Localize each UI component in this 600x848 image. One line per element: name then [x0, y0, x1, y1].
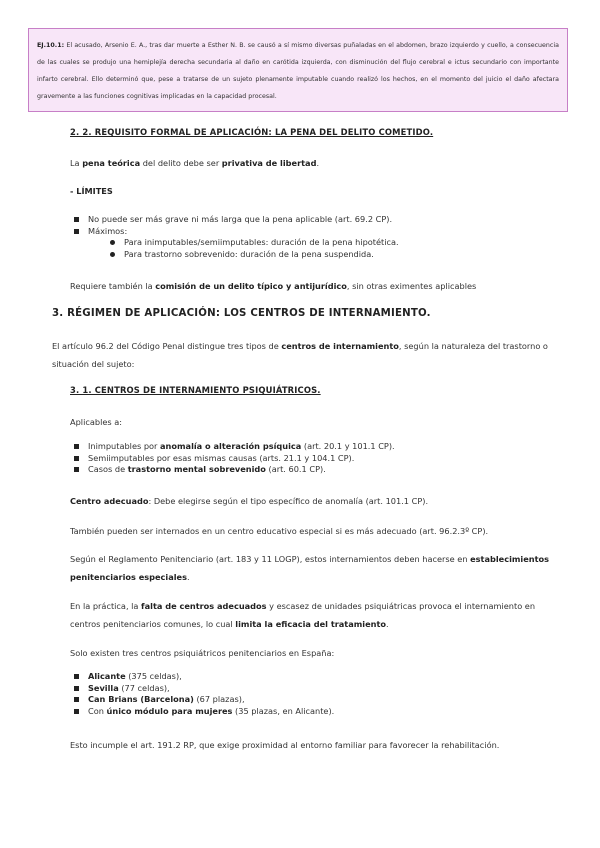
- text: El artículo 96.2 del Código Penal distingue tres tipos de: [52, 341, 282, 351]
- maximos-list: [88, 237, 550, 260]
- centros-list: [70, 671, 550, 717]
- list-item: [106, 237, 550, 249]
- text: Semiimputables por esas mismas causas (arts. 21.1 y 104.1 CP).: [88, 452, 355, 463]
- list-item: [70, 694, 550, 706]
- bold-text: Centro adecuado: [70, 496, 149, 506]
- centro-adecuado-paragraph: [70, 492, 550, 510]
- text: .: [186, 572, 190, 582]
- bold-text: único módulo para mujeres: [106, 705, 233, 716]
- example-label: EJ.10.1:: [37, 42, 65, 49]
- text: Con: [88, 705, 107, 716]
- articulo-96-paragraph: [52, 337, 552, 373]
- limites-list: [70, 214, 550, 260]
- list-item: [70, 226, 550, 261]
- bold-text: Alicante: [88, 671, 126, 681]
- bold-text: pena teórica: [82, 158, 141, 168]
- solo-existen-paragraph: Solo existen tres centros psiquiátricos penitenciarios en España:: [70, 648, 335, 658]
- text: , sin otras eximentes aplicables: [346, 281, 477, 291]
- text: (35 plazas, en Alicante).: [232, 705, 335, 716]
- bold-text: establecimientos penitenciarios especiales: [70, 554, 550, 582]
- text: (375 celdas),: [125, 671, 182, 681]
- text: , según la naturaleza del trastorno o situación del sujeto:: [52, 341, 548, 369]
- bold-text: Sevilla: [88, 682, 119, 693]
- bold-text: Can Brians (Barcelona): [88, 694, 194, 704]
- section-2-2-heading: 2. 2. REQUISITO FORMAL DE APLICACIÓN: LA PENA DEL DELITO COMETIDO.: [70, 127, 434, 137]
- list-item-text: Máximos:: [88, 225, 128, 236]
- text: : Debe elegirse según el tipo específico de anomalía (art. 101.1 CP).: [148, 496, 429, 506]
- limites-label: - LÍMITES: [70, 186, 113, 196]
- bold-text: anomalía o alteración psíquica: [160, 441, 302, 451]
- centro-educativo-paragraph: También pueden ser internados en un centro educativo especial si es más adecuado (art. 96.2.3º CP).: [70, 526, 489, 536]
- list-item: [70, 683, 550, 695]
- section-3-1-heading: 3. 1. CENTROS DE INTERNAMIENTO PSIQUIÁTRICOS.: [70, 385, 321, 395]
- list-item-text: Para trastorno sobrevenido: duración de la pena suspendida.: [124, 248, 374, 259]
- reglamento-paragraph: [70, 550, 550, 586]
- bold-text: centros de internamiento: [281, 341, 399, 351]
- text: Inimputables por: [88, 441, 161, 451]
- text: .: [386, 619, 389, 629]
- list-item: [70, 441, 550, 453]
- requiere-paragraph: [70, 277, 550, 295]
- pena-teorica-paragraph: [70, 154, 550, 172]
- text: Requiere también la: [70, 281, 156, 291]
- bold-text: trastorno mental sobrevenido: [127, 464, 266, 474]
- final-paragraph: Esto incumple el art. 191.2 RP, que exige proximidad al entorno familiar para favorecer la rehabilitación.: [70, 740, 500, 750]
- list-item-text: No puede ser más grave ni más larga que la pena aplicable (art. 69.2 CP).: [88, 214, 393, 224]
- aplicables-label: Aplicables a:: [70, 417, 123, 427]
- list-item: [106, 249, 550, 261]
- list-item-text: Para inimputables/semiimputables: duración de la pena hipotética.: [124, 237, 399, 247]
- text: y escasez de unidades psiquiátricas provoca el internamiento en centros penitenciarios comunes, lo cual: [70, 601, 536, 629]
- text: La: [70, 158, 83, 168]
- list-item: [70, 706, 550, 718]
- text: Casos de: [88, 464, 128, 474]
- example-box: [28, 28, 568, 112]
- text: (67 plazas),: [193, 694, 245, 704]
- text: (art. 60.1 CP).: [265, 464, 326, 474]
- text: En la práctica, la: [70, 601, 142, 611]
- section-3-heading: 3. RÉGIMEN DE APLICACIÓN: LOS CENTROS DE INTERNAMIENTO.: [52, 308, 431, 319]
- practica-paragraph: [70, 597, 550, 633]
- bold-text: comisión de un delito típico y antijurídico: [155, 281, 347, 291]
- example-text: El acusado, Arsenio E. A., tras dar muerte a Esther N. B. se causó a sí mismo diversas puñaladas en el abdomen, brazo izquierdo y cuello, a consecuencia de las cuales se produjo una hemiplejía derecha secundaria al daño en carótida izquierda, con disminución del flujo cerebral e ictus secundario con importante infarto cerebral. Ello determinó que, pese a tratarse de un sujeto plenamente imputable cuando realizó los hechos, en el momento del juicio el daño afectara gravemente a las funciones cognitivas implicadas en la capacidad procesal.: [37, 42, 559, 100]
- bold-text: falta de centros adecuados: [141, 601, 267, 611]
- text: del delito debe ser: [140, 158, 222, 168]
- text: Según el Reglamento Penitenciario (art. 183 y 11 LOGP), estos internamientos deben hacerse en: [70, 554, 471, 564]
- bold-text: limita la eficacia del tratamiento: [235, 619, 386, 629]
- list-item: [70, 464, 550, 476]
- list-item: [70, 453, 550, 465]
- text: .: [316, 158, 320, 168]
- bold-text: privativa de libertad: [221, 158, 317, 168]
- list-item: [70, 214, 550, 226]
- list-item: [70, 671, 550, 683]
- text: (art. 20.1 y 101.1 CP).: [301, 441, 395, 451]
- aplicables-list: [70, 441, 550, 476]
- text: (77 celdas),: [118, 682, 170, 693]
